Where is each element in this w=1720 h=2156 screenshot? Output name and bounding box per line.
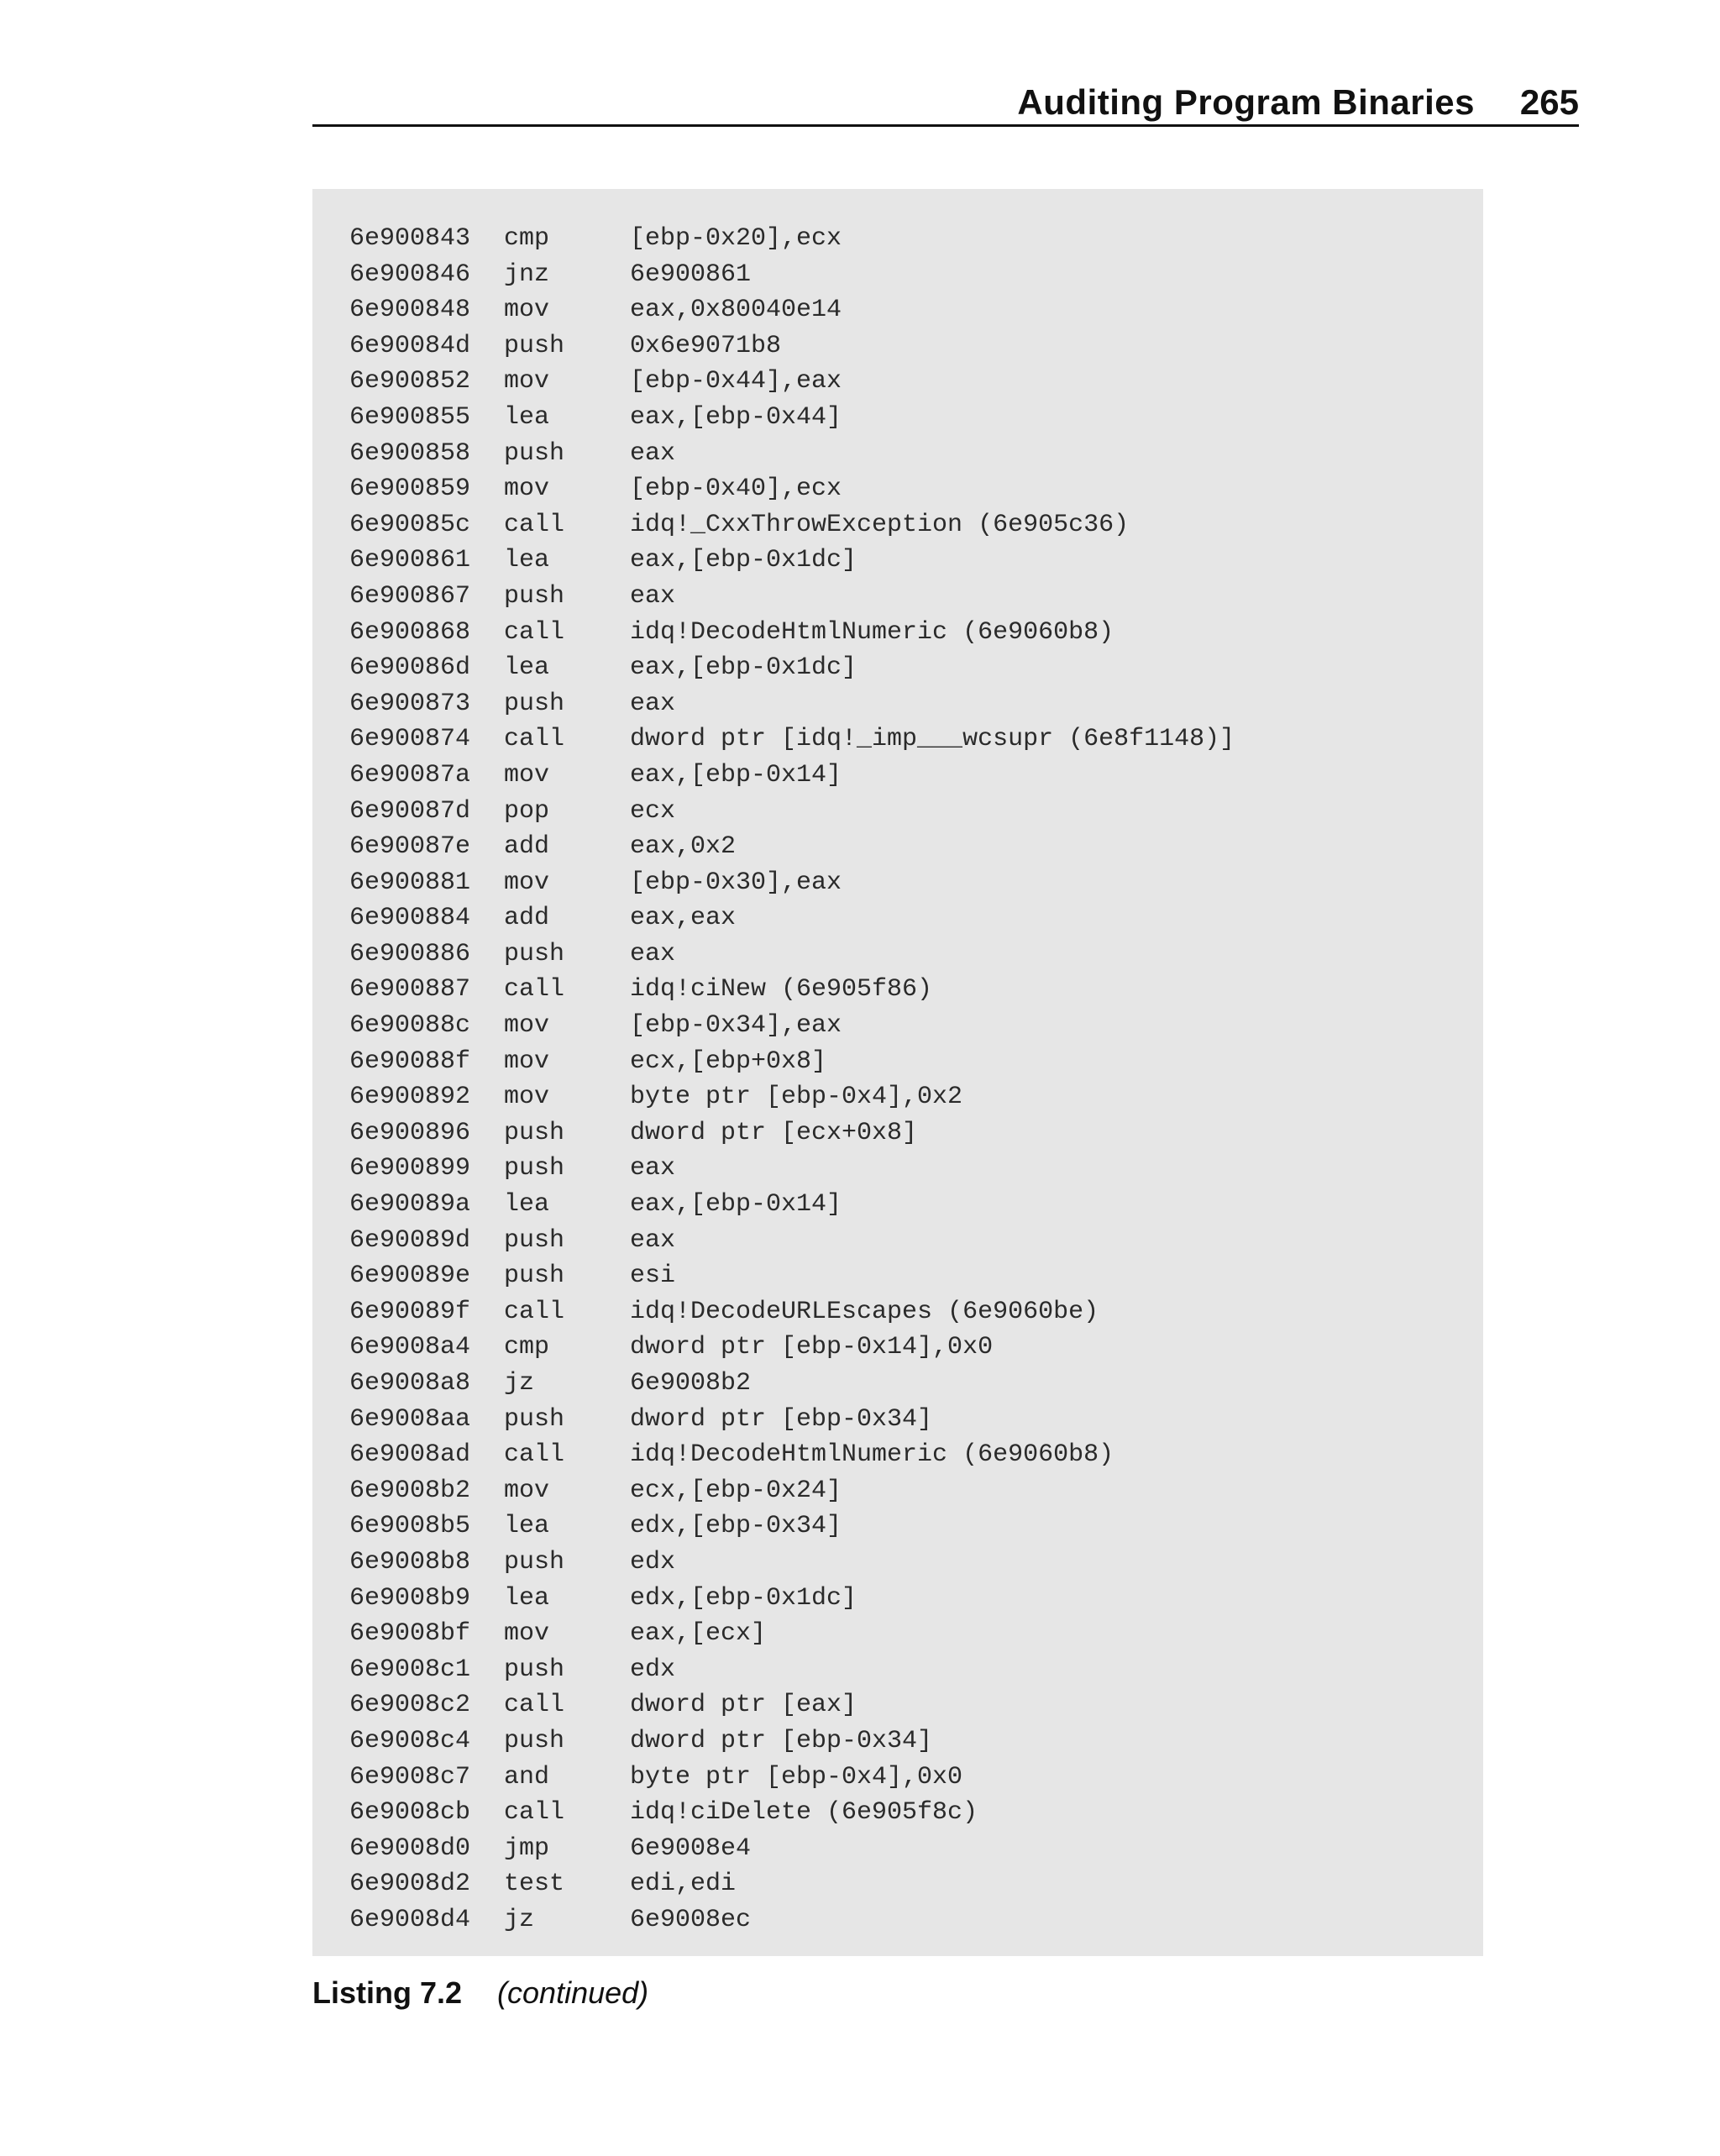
instruction-mnemonic: call [504, 1798, 565, 1828]
code-listing [312, 189, 1483, 1956]
instruction-address: 6e900896 [349, 1118, 471, 1147]
instruction-address: 6e900855 [349, 402, 471, 432]
instruction-operands: dword ptr [eax] [630, 1691, 857, 1720]
instruction-operands: eax [630, 1225, 676, 1255]
instruction-operands: eax,[ebp-0x14] [630, 1190, 842, 1220]
instruction-operands: ecx,[ebp+0x8] [630, 1047, 827, 1076]
instruction-mnemonic: jz [504, 1369, 535, 1398]
instruction-mnemonic: add [504, 904, 550, 933]
instruction-address: 6e90084d [349, 331, 471, 360]
instruction-operands: dword ptr [ebp-0x34] [630, 1726, 933, 1755]
instruction-mnemonic: push [504, 331, 565, 360]
instruction-address: 6e90089a [349, 1190, 471, 1220]
instruction-address: 6e90085c [349, 510, 471, 539]
instruction-address: 6e90089d [349, 1225, 471, 1255]
instruction-operands: eax,[ecx] [630, 1619, 767, 1649]
instruction-operands: dword ptr [ecx+0x8] [630, 1118, 918, 1147]
instruction-operands: ecx,[ebp-0x24] [630, 1476, 842, 1505]
instruction-mnemonic: mov [504, 1476, 550, 1505]
instruction-operands: idq!DecodeURLEscapes (6e9060be) [630, 1297, 1099, 1326]
instruction-mnemonic: add [504, 832, 550, 862]
instruction-mnemonic: call [504, 1691, 565, 1720]
instruction-address: 6e9008c2 [349, 1691, 471, 1720]
instruction-mnemonic: mov [504, 1047, 550, 1076]
instruction-mnemonic: call [504, 975, 565, 1005]
instruction-mnemonic: push [504, 1404, 565, 1434]
instruction-operands: ecx [630, 796, 676, 826]
listing-label: Listing 7.2 [312, 1975, 463, 2010]
instruction-address: 6e900873 [349, 689, 471, 718]
instruction-mnemonic: jmp [504, 1833, 550, 1863]
instruction-mnemonic: push [504, 1262, 565, 1291]
instruction-address: 6e9008d4 [349, 1905, 471, 1934]
instruction-mnemonic: push [504, 438, 565, 468]
instruction-mnemonic: jz [504, 1905, 535, 1934]
instruction-operands: eax [630, 581, 676, 611]
instruction-operands: [ebp-0x30],eax [630, 868, 842, 897]
instruction-mnemonic: call [504, 1297, 565, 1326]
instruction-operands: eax,0x2 [630, 832, 737, 862]
instruction-operands: [ebp-0x34],eax [630, 1011, 842, 1041]
instruction-mnemonic: call [504, 1440, 565, 1470]
instruction-operands: eax,eax [630, 904, 737, 933]
instruction-mnemonic: push [504, 1225, 565, 1255]
instruction-address: 6e9008a8 [349, 1369, 471, 1398]
instruction-operands: eax,[ebp-0x1dc] [630, 653, 857, 683]
instruction-mnemonic: push [504, 1547, 565, 1576]
instruction-operands: eax,0x80040e14 [630, 296, 842, 325]
instruction-mnemonic: lea [504, 1190, 550, 1220]
instruction-operands: idq!DecodeHtmlNumeric (6e9060b8) [630, 617, 1114, 647]
instruction-mnemonic: push [504, 1118, 565, 1147]
instruction-mnemonic: lea [504, 653, 550, 683]
instruction-operands: eax,[ebp-0x14] [630, 760, 842, 789]
instruction-mnemonic: mov [504, 760, 550, 789]
instruction-operands: byte ptr [ebp-0x4],0x2 [630, 1083, 963, 1112]
instruction-address: 6e90089f [349, 1297, 471, 1326]
instruction-operands: 6e9008ec [630, 1905, 752, 1934]
instruction-operands: edx [630, 1655, 676, 1684]
instruction-address: 6e90087d [349, 796, 471, 826]
instruction-mnemonic: push [504, 939, 565, 968]
instruction-operands: idq!DecodeHtmlNumeric (6e9060b8) [630, 1440, 1114, 1470]
instruction-address: 6e9008bf [349, 1619, 471, 1649]
running-header [312, 77, 1579, 127]
instruction-address: 6e9008c4 [349, 1726, 471, 1755]
chapter-title: Auditing Program Binaries [1017, 82, 1475, 122]
instruction-mnemonic: mov [504, 367, 550, 396]
instruction-address: 6e9008b5 [349, 1512, 471, 1541]
instruction-address: 6e9008b9 [349, 1583, 471, 1613]
listing-note: (continued) [497, 1975, 649, 2010]
instruction-address: 6e9008c1 [349, 1655, 471, 1684]
instruction-operands: eax,[ebp-0x44] [630, 402, 842, 432]
instruction-operands: edx,[ebp-0x1dc] [630, 1583, 857, 1613]
instruction-mnemonic: push [504, 1154, 565, 1183]
instruction-mnemonic: push [504, 689, 565, 718]
instruction-address: 6e900867 [349, 581, 471, 611]
instruction-mnemonic: mov [504, 868, 550, 897]
instruction-mnemonic: push [504, 1726, 565, 1755]
instruction-address: 6e900868 [349, 617, 471, 647]
instruction-operands: byte ptr [ebp-0x4],0x0 [630, 1762, 963, 1791]
instruction-operands: 0x6e9071b8 [630, 331, 782, 360]
instruction-operands: [ebp-0x44],eax [630, 367, 842, 396]
instruction-mnemonic: lea [504, 402, 550, 432]
instruction-mnemonic: call [504, 617, 565, 647]
instruction-mnemonic: mov [504, 1619, 550, 1649]
instruction-address: 6e900852 [349, 367, 471, 396]
instruction-operands: 6e9008b2 [630, 1369, 752, 1398]
instruction-address: 6e9008ad [349, 1440, 471, 1470]
instruction-address: 6e900881 [349, 868, 471, 897]
instruction-address: 6e90088f [349, 1047, 471, 1076]
instruction-address: 6e90086d [349, 653, 471, 683]
instruction-mnemonic: call [504, 725, 565, 754]
instruction-address: 6e9008d0 [349, 1833, 471, 1863]
instruction-operands: edx,[ebp-0x34] [630, 1512, 842, 1541]
instruction-operands: eax [630, 689, 676, 718]
instruction-address: 6e9008a4 [349, 1333, 471, 1362]
instruction-address: 6e9008b2 [349, 1476, 471, 1505]
instruction-operands: esi [630, 1262, 676, 1291]
instruction-operands: edx [630, 1547, 676, 1576]
instruction-mnemonic: pop [504, 796, 550, 826]
instruction-mnemonic: and [504, 1762, 550, 1791]
instruction-mnemonic: mov [504, 1011, 550, 1041]
instruction-operands: eax,[ebp-0x1dc] [630, 546, 857, 575]
instruction-mnemonic: lea [504, 546, 550, 575]
instruction-address: 6e9008c7 [349, 1762, 471, 1791]
instruction-address: 6e900899 [349, 1154, 471, 1183]
instruction-address: 6e900861 [349, 546, 471, 575]
instruction-mnemonic: lea [504, 1512, 550, 1541]
instruction-operands: idq!_CxxThrowException (6e905c36) [630, 510, 1130, 539]
instruction-operands: edi,edi [630, 1870, 737, 1899]
instruction-address: 6e90087a [349, 760, 471, 789]
instruction-mnemonic: cmp [504, 1333, 550, 1362]
instruction-operands: idq!ciNew (6e905f86) [630, 975, 933, 1005]
instruction-mnemonic: mov [504, 475, 550, 504]
instruction-address: 6e9008b8 [349, 1547, 471, 1576]
instruction-address: 6e9008aa [349, 1404, 471, 1434]
instruction-address: 6e9008cb [349, 1798, 471, 1828]
instruction-address: 6e90088c [349, 1011, 471, 1041]
instruction-address: 6e900858 [349, 438, 471, 468]
instruction-address: 6e900843 [349, 224, 471, 253]
instruction-address: 6e900886 [349, 939, 471, 968]
instruction-operands: [ebp-0x40],ecx [630, 475, 842, 504]
instruction-operands: eax [630, 939, 676, 968]
instruction-operands: dword ptr [ebp-0x14],0x0 [630, 1333, 994, 1362]
instruction-mnemonic: push [504, 581, 565, 611]
instruction-mnemonic: call [504, 510, 565, 539]
instruction-mnemonic: mov [504, 296, 550, 325]
instruction-address: 6e900859 [349, 475, 471, 504]
instruction-mnemonic: mov [504, 1083, 550, 1112]
instruction-operands: eax [630, 438, 676, 468]
instruction-address: 6e900884 [349, 904, 471, 933]
instruction-operands: 6e9008e4 [630, 1833, 752, 1863]
instruction-mnemonic: cmp [504, 224, 550, 253]
instruction-operands: 6e900861 [630, 260, 752, 289]
instruction-mnemonic: test [504, 1870, 565, 1899]
instruction-address: 6e900846 [349, 260, 471, 289]
listing-caption [312, 1975, 648, 2011]
instruction-operands: dword ptr [idq!_imp___wcsupr (6e8f1148)] [630, 725, 1235, 754]
instruction-mnemonic: push [504, 1655, 565, 1684]
instruction-address: 6e9008d2 [349, 1870, 471, 1899]
page-number: 265 [1519, 82, 1579, 122]
instruction-address: 6e900887 [349, 975, 471, 1005]
instruction-address: 6e900874 [349, 725, 471, 754]
instruction-operands: dword ptr [ebp-0x34] [630, 1404, 933, 1434]
instruction-operands: eax [630, 1154, 676, 1183]
instruction-address: 6e90089e [349, 1262, 471, 1291]
instruction-operands: [ebp-0x20],ecx [630, 224, 842, 253]
instruction-mnemonic: jnz [504, 260, 550, 289]
instruction-address: 6e90087e [349, 832, 471, 862]
instruction-address: 6e900892 [349, 1083, 471, 1112]
instruction-mnemonic: lea [504, 1583, 550, 1613]
instruction-operands: idq!ciDelete (6e905f8c) [630, 1798, 978, 1828]
instruction-address: 6e900848 [349, 296, 471, 325]
